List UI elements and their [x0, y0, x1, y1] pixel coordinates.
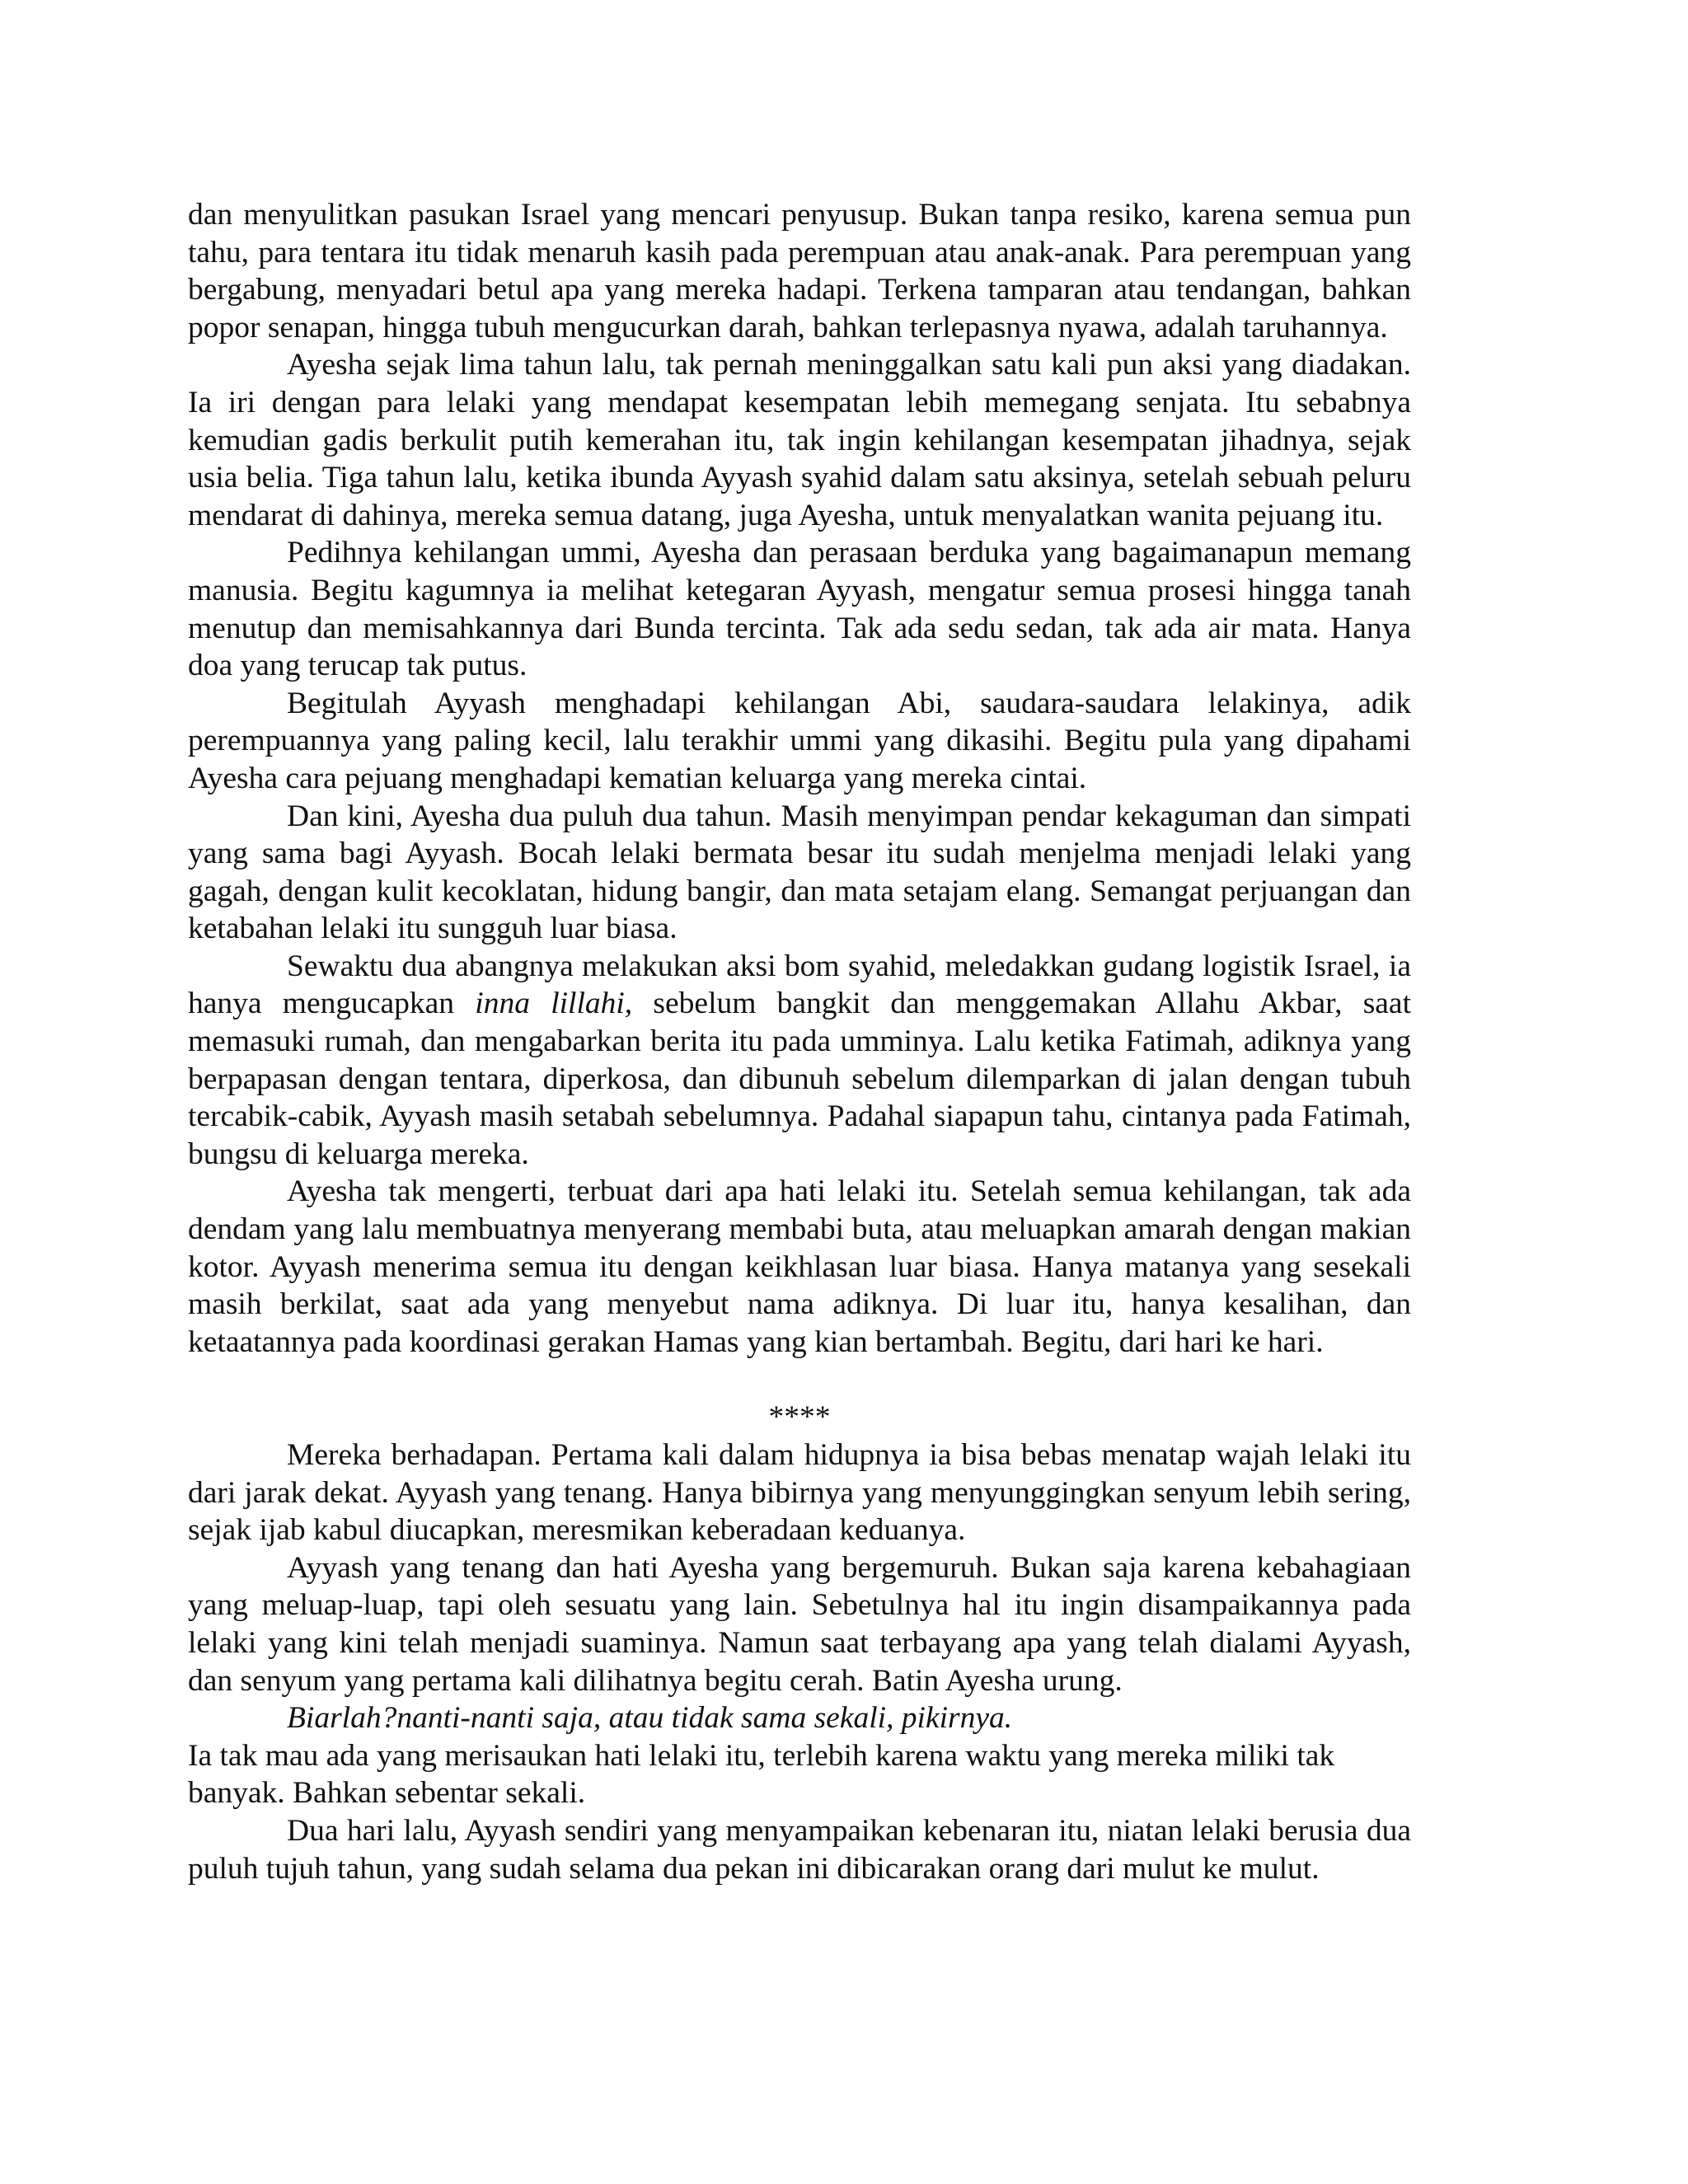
- paragraph-intro: dan menyulitkan pasukan Israel yang mencari penyusup. Bukan tanpa resiko, karena semua pun tahu, para tentara itu tidak menaruh kasih pada perempuan atau anak-anak. Para perempuan yang bergabung, menyadari betul apa yang mereka hadapi. Terkena tamparan atau tendangan, bahkan popor senapan, hingga tubuh mengucurkan darah, bahkan terlepasnya nyawa, adalah taruhannya.: [188, 198, 1411, 344]
- paragraph-brothers: [188, 948, 1411, 1174]
- paragraph-brothers-text-a: Sewaktu dua abangnya melakukan aksi bom syahid, meledakkan gudang logistik Israel, ia hanya mengucapkan: [188, 949, 1411, 1021]
- page-body: [188, 196, 1411, 1887]
- paragraph-calm-heart: Ayyash yang tenang dan hati Ayesha yang bergemuruh. Bukan saja karena kebahagiaan yang meluap-luap, tapi oleh sesuatu yang lain. Sebetulnya hal itu ingin disampaikannya pada lelaki yang kini telah menjadi suaminya. Namun saat terbayang apa yang telah dialami Ayyash, dan senyum yang pertama kali dilihatnya begitu cerah. Batin Ayesha urung.: [188, 1550, 1411, 1698]
- paragraph-thought: Biarlah?nanti-nanti saja, atau tidak sama sekali, pikirnya.: [287, 1701, 1013, 1736]
- paragraph-ayesha-now: Dan kini, Ayesha dua puluh dua tahun. Masih menyimpan pendar kekaguman dan simpati yang sama bagi Ayyash. Bocah lelaki bermata besar itu sudah menjelma menjadi lelaki yang gagah, dengan kulit kecoklatan, hidung bangir, dan mata setajam elang. Semangat perjuangan dan ketabahan lelaki itu sungguh luar biasa.: [188, 799, 1411, 946]
- paragraph-brothers-text-b: sebelum bangkit dan menggemakan Allahu Akbar, saat memasuki rumah, dan mengabarkan berita itu pada umminya. Lalu ketika Fatimah, adiknya yang berpapasan dengan tentara, diperkosa, dan dibunuh sebelum dilemparkan di jalan dengan tubuh tercabik-cabik, Ayyash masih setabah sebelumnya. Padahal siapapun tahu, cintanya pada Fatimah, bungsu di keluarga mereka.: [188, 987, 1411, 1171]
- paragraph-wonder: Ayesha tak mengerti, terbuat dari apa hati lelaki itu. Setelah semua kehilangan, tak ada dendam yang lalu membuatnya menyerang membabi buta, atau meluapkan amarah dengan makian kotor. Ayyash menerima semua itu dengan keikhlasan luar biasa. Hanya matanya yang sesekali masih berkilat, saat ada yang menyebut nama adiknya. Di luar itu, hanya kesalihan, dan ketaatannya pada koordinasi gerakan Hamas yang kian bertambah. Begitu, dari hari ke hari.: [188, 1174, 1411, 1359]
- paragraph-two-days-ago: Dua hari lalu, Ayyash sendiri yang menyampaikan kebenaran itu, niatan lelaki berusia dua puluh tujuh tahun, yang sudah selama dua pekan ini dibicarakan orang dari mulut ke mulut.: [188, 1813, 1411, 1886]
- paragraph-face-to-face: Mereka berhadapan. Pertama kali dalam hidupnya ia bisa bebas menatap wajah lelaki itu dari jarak dekat. Ayyash yang tenang. Hanya bibirnya yang menyunggingkan senyum lebih sering, sejak ijab kabul diucapkan, meresmikan keberadaan keduanya.: [188, 1438, 1411, 1548]
- paragraph-worry-line-1: Ia tak mau ada yang merisaukan hati lelaki itu, terlebih karena waktu yang mereka miliki tak: [188, 1738, 1335, 1773]
- paragraph-grief: Pedihnya kehilangan ummi, Ayesha dan perasaan berduka yang bagaimanapun memang manusia. Begitu kagumnya ia melihat ketegaran Ayyash, mengatur semua prosesi hingga tanah menutup dan memisahkannya dari Bunda tercinta. Tak ada sedu sedan, tak ada air mata. Hanya doa yang terucap tak putus.: [188, 536, 1411, 683]
- section-separator: ****: [768, 1400, 831, 1435]
- paragraph-ayyash-losses: Begitulah Ayyash menghadapi kehilangan Abi, saudara-saudara lelakinya, adik perempuannya yang paling kecil, lalu terakhir ummi yang dikasihi. Begitu pula yang dipahami Ayesha cara pejuang menghadapi kematian keluarga yang mereka cintai.: [188, 686, 1411, 795]
- paragraph-worry-line-2: banyak. Bahkan sebentar sekali.: [188, 1776, 586, 1811]
- paragraph-brothers-italic: inna lillahi,: [475, 987, 633, 1021]
- paragraph-ayesha-past: Ayesha sejak lima tahun lalu, tak pernah meninggalkan satu kali pun aksi yang diadakan. Ia iri dengan para lelaki yang mendapat kesempatan lebih memegang senjata. Itu sebabnya kemudian gadis berkulit putih kemerahan itu, tak ingin kehilangan kesempatan jihadnya, sejak usia belia. Tiga tahun lalu, ketika ibunda Ayyash syahid dalam satu aksinya, setelah sebuah peluru mendarat di dahinya, mereka semua datang, juga Ayesha, untuk menyalatkan wanita pejuang itu.: [188, 348, 1411, 532]
